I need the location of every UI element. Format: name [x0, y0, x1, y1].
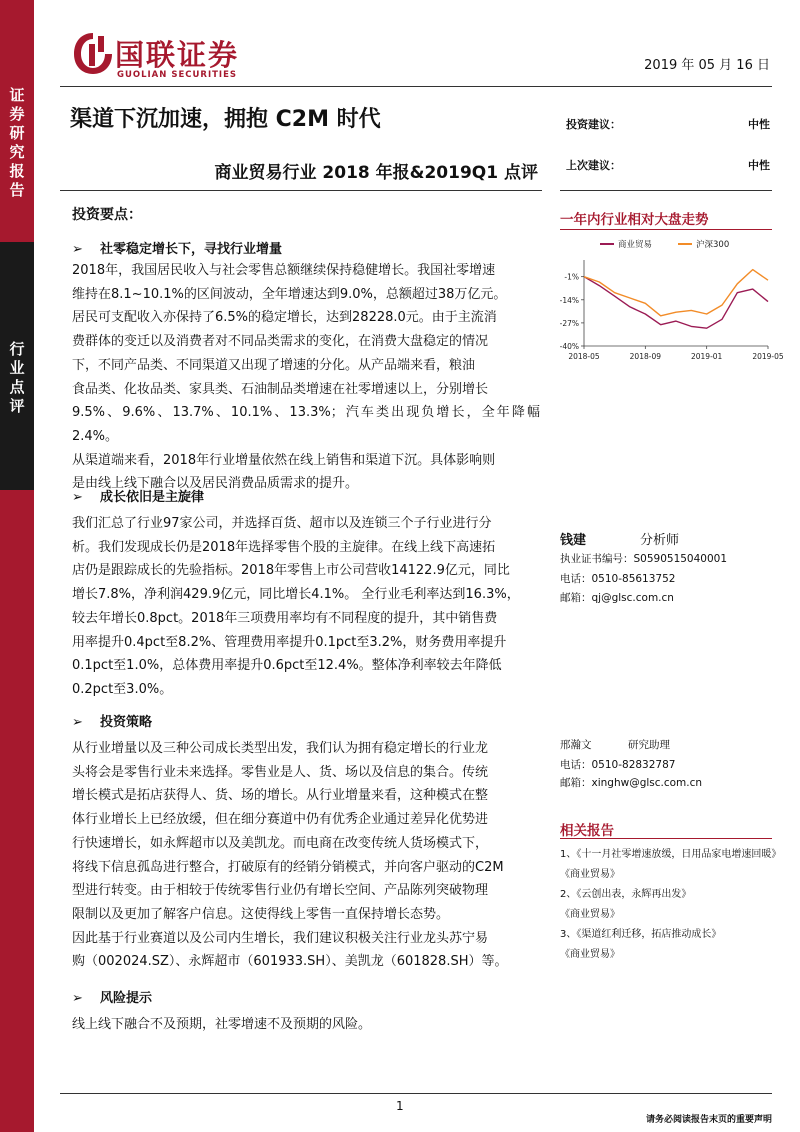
body-line: 头将会是零售行业未来选择。零售业是人、货、场以及信息的集合。传统 — [72, 764, 489, 780]
body-line: 从渠道端来看，2018年行业增量依然在线上销售和渠道下沉。具体影响则 — [72, 452, 496, 468]
body-line: 2018年，我国居民收入与社会零售总额继续保持稳健增长。我国社零增速 — [72, 263, 496, 278]
body-line: 用率提升0.4pct至8.2%、管理费用率提升0.1pct至3.2%，财务费用率提升 — [72, 634, 507, 650]
y-tick-label: -14% — [559, 295, 579, 305]
analyst-1-phone: 电话：0510-85613752 — [560, 573, 676, 585]
section-body-1 — [72, 259, 540, 496]
body-line: 型进行转变。由于相较于传统零售行业仍有增长空间、产品陈列突破物理 — [72, 883, 489, 899]
key-points-heading: 投资要点： — [72, 207, 142, 223]
series-line-1 — [584, 277, 768, 329]
bullet-arrow-icon: ➢ — [72, 242, 83, 257]
related-report-1[interactable]: 1、《十一月社零增速放缓，日用品家电增速回暖》 — [560, 849, 782, 860]
rating-previous-value: 中性 — [748, 159, 770, 172]
section-body-3 — [72, 737, 540, 974]
bullet-arrow-icon: ➢ — [72, 991, 83, 1006]
rating-current-label: 投资建议： — [566, 118, 621, 131]
y-tick-label: -27% — [559, 318, 579, 328]
x-tick-label: 2019-05 — [752, 352, 784, 361]
relative-performance-chart — [556, 236, 784, 366]
analyst-2-email: 邮箱：xinghw@glsc.com.cn — [560, 777, 703, 789]
sidebar-band-bottom — [0, 490, 34, 1132]
related-heading-rule — [560, 838, 772, 839]
header-rule — [60, 86, 772, 87]
body-line: 行快速增长，如永辉超市以及美凯龙。而电商在改变传统人货场模式下， — [72, 835, 489, 851]
body-line: 从行业增量以及三种公司成长类型出发，我们认为拥有稳定增长的行业龙 — [72, 741, 489, 756]
report-title: 渠道下沉加速，拥抱 C2M 时代 — [70, 107, 381, 132]
section-title-2 — [72, 486, 204, 505]
related-report-2-category: 《商业贸易》 — [560, 909, 620, 920]
page-number: 1 — [396, 1099, 404, 1113]
body-line: 下，不同产品类、不同渠道又出现了增速的分化。从产品端来看，粮油 — [72, 357, 476, 373]
analyst-2-title: 研究助理 — [628, 739, 670, 751]
brand-name-en: GUOLIAN SECURITIES — [117, 70, 237, 80]
report-date: 2019 年 05 月 16 日 — [644, 58, 770, 73]
sidebar-label-report-type: 证券研究报告 — [9, 86, 25, 199]
body-line: 维持在8.1~10.1%的区间波动，全年增速达到9.0%，总额超过38万亿元。 — [72, 286, 507, 302]
section-title-text: 风险提示 — [100, 991, 153, 1006]
bullet-arrow-icon: ➢ — [72, 715, 83, 730]
body-line: 析。我们发现成长仍是2018年选择零售个股的主旋律。在线上线下高速拓 — [72, 539, 496, 555]
body-line: 是由线上线下融合以及居民消费品质需求的提升。 — [72, 476, 359, 492]
sidebar-band-top — [0, 0, 34, 242]
chart-svg — [556, 236, 784, 366]
legend-label: 商业贸易 — [618, 240, 653, 250]
report-subtitle: 商业贸易行业 2018 年报&2019Q1 点评 — [214, 163, 538, 183]
sidebar-label-category: 行业点评 — [9, 340, 25, 415]
disclaimer-note: 请务必阅读报告末页的重要声明 — [645, 1115, 772, 1125]
body-line: 9.5%、9.6%、13.7%、10.1%、13.3%；汽车类出现负增长，全年降幅2.4%。 — [72, 405, 540, 444]
body-line: 店仍是跟踪成长的先验指标。2018年零售上市公司营收14122.9亿元，同比 — [72, 563, 510, 579]
x-tick-label: 2018-09 — [629, 352, 662, 361]
analyst-1-title: 分析师 — [640, 533, 680, 548]
body-line: 费群体的变迁以及消费者对不同品类需求的变化，在消费大盘稳定的情况 — [72, 334, 489, 350]
rating-previous-label: 上次建议： — [566, 159, 621, 172]
related-reports-heading: 相关报告 — [560, 823, 614, 839]
legend-label: 沪深300 — [696, 240, 730, 250]
analyst-1-cert: 执业证书编号：S0590515040001 — [560, 553, 728, 565]
series-line-2 — [584, 270, 768, 316]
section-body-2 — [72, 512, 540, 702]
title-rule — [60, 190, 542, 191]
body-line: 将线下信息孤岛进行整合，打破原有的经销分销模式，并向客户驱动的C2M — [72, 859, 504, 875]
x-tick-label: 2019-01 — [690, 352, 723, 361]
analyst-2-phone: 电话：0510-82832787 — [560, 759, 676, 771]
section-title-text: 投资策略 — [100, 715, 153, 730]
section-title-text: 成长依旧是主旋律 — [100, 490, 205, 505]
body-line: 食品类、化妆品类、家具类、石油制品类增速在社零增速以上，分别增长 — [72, 381, 489, 397]
body-line: 购（002024.SZ）、永辉超市（601933.SH）、美凯龙（601828.SH）等。 — [72, 954, 508, 970]
body-line: 0.1pct至1.0%，总体费用率提升0.6pct至12.4%。整体净利率较去年降低 — [72, 658, 502, 674]
related-report-1-category: 《商业贸易》 — [560, 869, 620, 880]
x-tick-label: 2018-05 — [568, 352, 600, 361]
body-line: 增长7.8%，净利润429.9亿元，同比增长4.1%。 全行业毛利率达到16.3%， — [72, 587, 520, 603]
rating-rule — [560, 190, 772, 191]
body-line: 线上线下融合不及预期，社零增速不及预期的风险。 — [72, 1017, 372, 1032]
analyst-1-email: 邮箱：qj@glsc.com.cn — [560, 592, 674, 604]
brand-name: 国联证券 — [115, 38, 240, 72]
related-report-3-category: 《商业贸易》 — [560, 949, 620, 960]
body-line: 居民可支配收入亦保持了6.5%的稳定增长，达到28228.0元。由于主流消 — [72, 310, 497, 326]
guolian-logo-icon — [72, 30, 114, 76]
sidebar-band-middle — [0, 242, 34, 490]
y-tick-label: -1% — [564, 272, 579, 282]
analyst-1-name: 钱建 — [560, 533, 587, 548]
body-line: 体行业增长上已经放缓，但在细分赛道中仍有优秀企业通过差异化优势进 — [72, 812, 489, 828]
body-line: 限制以及更加了解客户信息。这使得线上零售一直保持增长态势。 — [72, 906, 450, 922]
y-tick-label: -40% — [559, 342, 579, 351]
section-title-text: 社零稳定增长下，寻找行业增量 — [100, 242, 283, 257]
related-report-2[interactable]: 2、《云创出表，永辉再出发》 — [560, 889, 692, 900]
chart-heading: 一年内行业相对大盘走势 — [560, 212, 709, 228]
rating-current-value: 中性 — [748, 118, 770, 131]
body-line: 增长模式是拓店获得人、货、场的增长。从行业增量来看，这种模式在整 — [72, 788, 489, 804]
related-report-3[interactable]: 3、《渠道红利迁移，拓店推动成长》 — [560, 929, 722, 940]
chart-heading-rule — [560, 229, 772, 230]
footer-rule — [60, 1093, 772, 1094]
bullet-arrow-icon: ➢ — [72, 490, 83, 505]
section-title-1 — [72, 238, 282, 257]
body-line: 因此基于行业赛道以及公司内生增长，我们建议积极关注行业龙头苏宁易 — [72, 930, 489, 946]
body-line: 较去年增长0.8pct。2018年三项费用率均有不同程度的提升，其中销售费 — [72, 610, 498, 626]
section-title-3 — [72, 711, 152, 730]
section-body-4 — [72, 1013, 540, 1037]
analyst-2-name: 邢瀚文 — [560, 739, 592, 751]
body-line: 我们汇总了行业97家公司，并选择百货、超市以及连锁三个子行业进行分 — [72, 516, 492, 531]
body-line: 0.2pct至3.0%。 — [72, 681, 173, 697]
section-title-4 — [72, 987, 152, 1006]
